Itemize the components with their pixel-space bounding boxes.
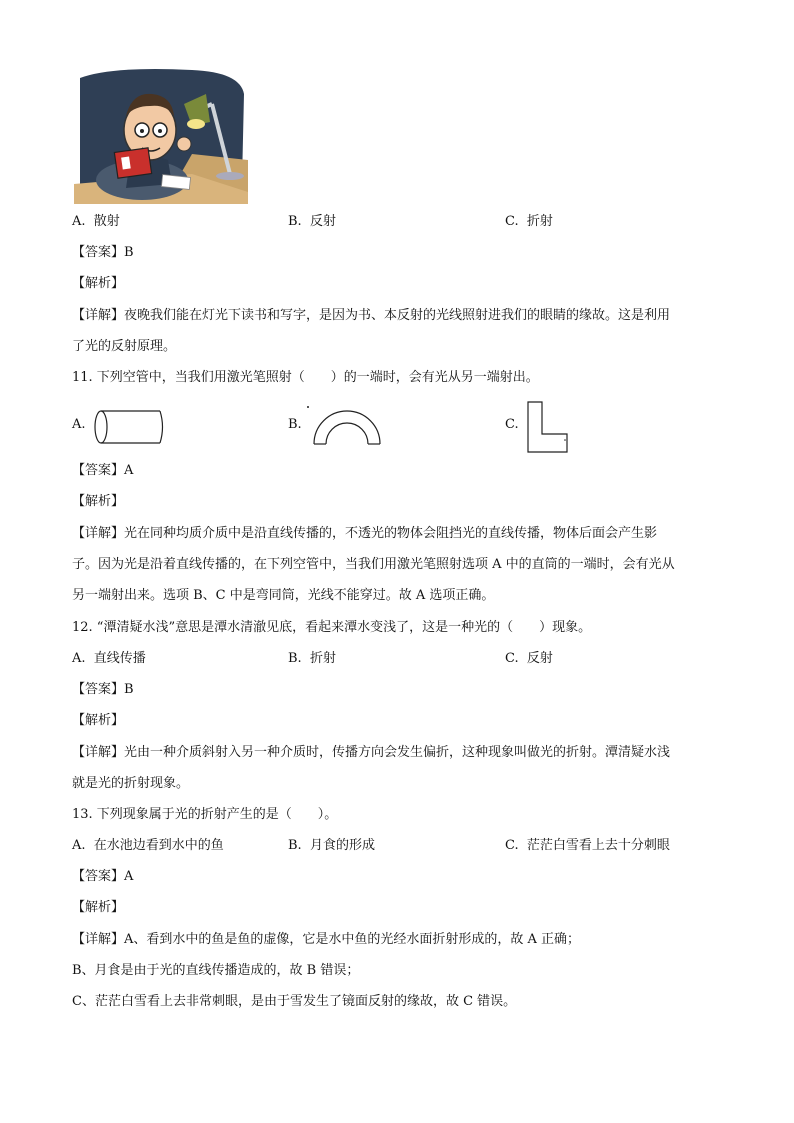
q10-option-b: B. 反射	[288, 214, 336, 229]
q13-detail-line-2: B、月食是由于光的直线传播造成的，故 B 错误；	[72, 963, 360, 978]
q13-detail-line-1: 【详解】A、看到水中的鱼是鱼的虚像，它是水中鱼的光经水面折射形成的，故 A 正确；	[72, 932, 581, 947]
q13-analysis: 【解析】	[72, 900, 125, 915]
q11-detail-line-3: 另一端射出来。选项 B、C 中是弯同筒，光线不能穿过。故 A 选项正确。	[72, 588, 495, 603]
q13-answer: 【答案】A	[72, 869, 134, 884]
q11-option-c-label: C.	[505, 417, 519, 432]
q11-answer: 【答案】A	[72, 463, 134, 478]
q13-option-b: B. 月食的形成	[288, 838, 375, 853]
q11-analysis: 【解析】	[72, 494, 125, 509]
q10-option-c: C. 折射	[505, 214, 553, 229]
q10-detail-line-2: 了光的反射原理。	[72, 339, 177, 354]
q10-analysis: 【解析】	[72, 276, 125, 291]
q10-option-a: A. 散射	[72, 214, 120, 229]
q13-detail-line-3: C、茫茫白雪看上去非常刺眼，是由于雪发生了镜面反射的缘故，故 C 错误。	[72, 994, 517, 1009]
q13-question: 13. 下列现象属于光的折射产生的是（ ）。	[72, 807, 338, 822]
q12-answer: 【答案】B	[72, 682, 134, 697]
q11-detail-line-1: 【详解】光在同种均质介质中是沿直线传播的，不透光的物体会阻挡光的直线传播，物体后面会产生影	[72, 526, 658, 541]
q11-option-a-label: A.	[72, 417, 86, 432]
q12-option-b: B. 折射	[288, 651, 336, 666]
q10-answer: 【答案】B	[72, 245, 134, 260]
q12-question: 12. “潭清疑水浅”意思是潭水清澈见底，看起来潭水变浅了，这是一种光的（ ）现象。	[72, 620, 592, 635]
l-shaped-tube-figure	[525, 400, 571, 456]
reading-under-lamp-illustration	[72, 64, 248, 204]
q11-detail-line-2: 子。因为光是沿着直线传播的，在下列空管中，当我们用激光笔照射选项 A 中的直筒的一端时，会有光从	[72, 557, 675, 572]
q10-detail-line-1: 【详解】夜晚我们能在灯光下读书和写字，是因为书、本反射的光线照射进我们的眼睛的缘故。这是利用	[72, 308, 671, 323]
q12-analysis: 【解析】	[72, 713, 125, 728]
q12-detail-line-1: 【详解】光由一种介质斜射入另一种介质时，传播方向会发生偏折，这种现象叫做光的折射。潭清疑水浅	[72, 745, 671, 760]
q11-question: 11. 下列空管中，当我们用激光笔照射（ ）的一端时，会有光从另一端射出。	[72, 370, 539, 385]
q12-option-a: A. 直线传播	[72, 651, 146, 666]
q13-option-a: A. 在水池边看到水中的鱼	[72, 838, 224, 853]
q12-option-c: C. 反射	[505, 651, 553, 666]
q13-option-c: C. 茫茫白雪看上去十分刺眼	[505, 838, 670, 853]
straight-tube-figure	[92, 408, 166, 446]
q11-option-b-label: B.	[288, 417, 302, 432]
q12-detail-line-2: 就是光的折射现象。	[72, 776, 190, 791]
curved-tube-figure	[306, 404, 386, 446]
